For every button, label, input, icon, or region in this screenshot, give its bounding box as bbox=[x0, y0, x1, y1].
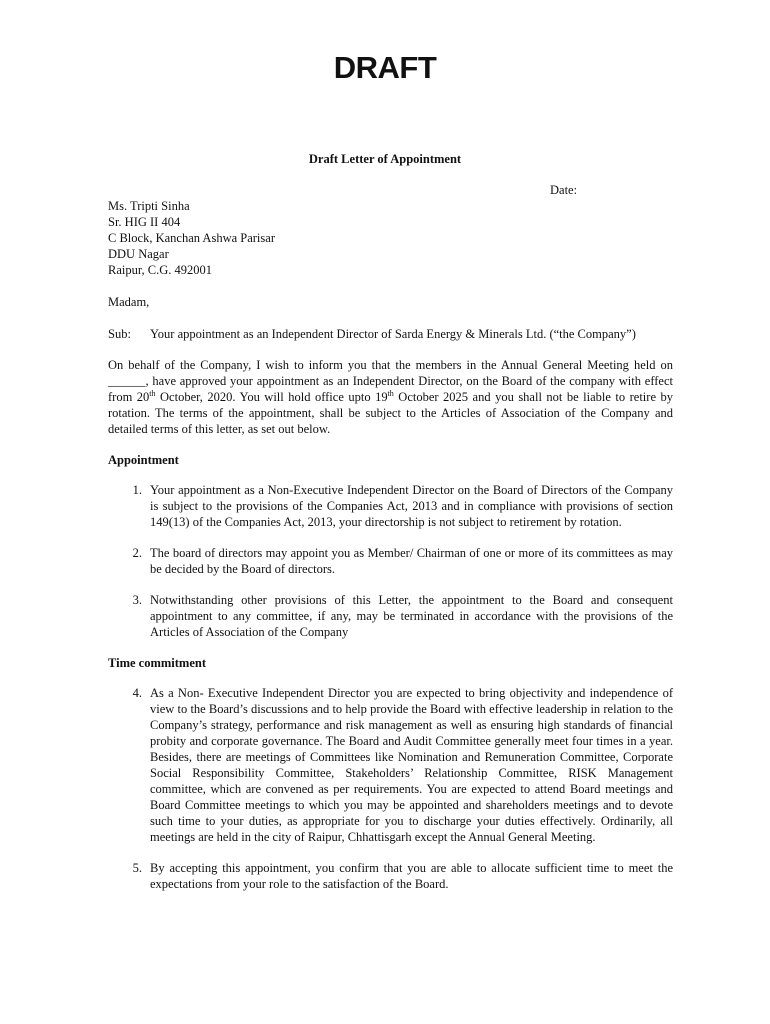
subject-label: Sub: bbox=[108, 327, 131, 341]
item-number: 1. bbox=[132, 483, 142, 497]
item-number: 4. bbox=[132, 686, 142, 700]
item-text: Your appointment as a Non-Executive Independent Director on the Board of Directors of the Company is subject to the provisions of the Companies Act, 2013 and in compliance with provisions of section 149(13) of the Companies Act, 2013, your directorship is not subject to retirement by rotation. bbox=[150, 483, 673, 529]
intro-paragraph bbox=[108, 357, 673, 437]
date-label: Date: bbox=[550, 183, 578, 197]
time-commitment-heading: Time commitment bbox=[108, 656, 207, 670]
address-line: Ms. Tripti Sinha bbox=[108, 199, 190, 213]
intro-text-1: On behalf of the Company, I wish to inform you that the members in the Annual General Meeting held on ______, have approved your appointment as an Independent Director, on the Board of the company with effect from 20 bbox=[108, 358, 673, 404]
intro-text-2: October, 2020. You will hold office upto 19 bbox=[155, 390, 388, 404]
list-item bbox=[108, 860, 673, 892]
recipient-address bbox=[108, 198, 673, 278]
subject-line bbox=[108, 326, 673, 342]
list-item bbox=[108, 685, 673, 845]
address-line: C Block, Kanchan Ashwa Parisar bbox=[108, 231, 275, 245]
item-number: 3. bbox=[132, 593, 142, 607]
item-number: 2. bbox=[132, 546, 142, 560]
intro-sup-2: th bbox=[387, 388, 394, 398]
item-text: The board of directors may appoint you as Member/ Chairman of one or more of its committees as may be decided by the Board of directors. bbox=[150, 546, 673, 576]
list-item bbox=[108, 545, 673, 577]
address-line: DDU Nagar bbox=[108, 247, 169, 261]
address-line: Sr. HIG II 404 bbox=[108, 215, 181, 229]
time-commitment-list bbox=[108, 685, 673, 892]
item-text: By accepting this appointment, you confirm that you are able to allocate sufficient time to meet the expectations from your role to the satisfaction of the Board. bbox=[150, 861, 673, 891]
letter-subtitle: Draft Letter of Appointment bbox=[308, 152, 462, 166]
intro-sup-1: th bbox=[149, 388, 156, 398]
draft-watermark-title: DRAFT bbox=[333, 50, 437, 85]
list-item bbox=[108, 592, 673, 640]
address-line: Raipur, C.G. 492001 bbox=[108, 263, 213, 277]
letter-body bbox=[108, 198, 673, 892]
subject-text: Your appointment as an Independent Director of Sarda Energy & Minerals Ltd. (“the Company”) bbox=[150, 327, 636, 341]
appointment-heading: Appointment bbox=[108, 453, 179, 467]
item-text: Notwithstanding other provisions of this Letter, the appointment to the Board and consequent appointment to any committee, if any, may be terminated in accordance with the provisions of the Articles of Association of the Company bbox=[150, 593, 673, 639]
salutation: Madam, bbox=[108, 295, 150, 309]
intro-text-3: October 2025 and you shall not be liable to retire by rotation. The terms of the appointment, shall be subject to the Articles of Association of the Company and detailed terms of this letter, as set out below. bbox=[108, 390, 673, 436]
appointment-list bbox=[108, 482, 673, 640]
list-item bbox=[108, 482, 673, 530]
item-text: As a Non- Executive Independent Director you are expected to bring objectivity and independence of view to the Board’s discussions and to help provide the Board with effective leadership in relation to the Company’s strategy, performance and risk management as well as ensuring high standards of financial probity and corporate governance. The Board and Audit Committee generally meet four times in a year. Besides, there are meetings of Committees like Nomination and Remuneration Committee, Corporate Social Responsibility Committee, Stakeholders’ Relationship Committee, RISK Management committee, which are convened as per requirements. You are expected to attend Board meetings and Board Committee meetings to which you may be appointed and shareholders meetings and to devote such time to your duties, as appropriate for you to discharge your duties effectively. Ordinarily, all meetings are held in the city of Raipur, Chhattisgarh except the Annual General Meeting. bbox=[150, 686, 673, 844]
item-number: 5. bbox=[132, 861, 142, 875]
